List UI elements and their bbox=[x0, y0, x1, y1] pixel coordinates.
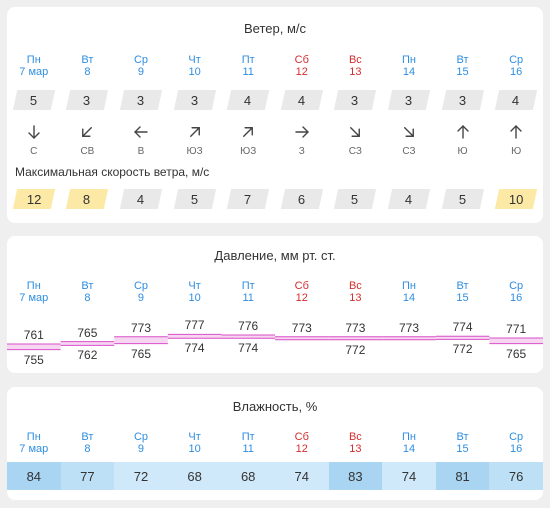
wind-speed-badge bbox=[441, 90, 483, 110]
wind-speed-cell bbox=[275, 90, 329, 110]
pressure-min-label: 774 bbox=[184, 341, 205, 356]
wind-speed-value: 3 bbox=[351, 92, 359, 108]
pressure-max-label: 776 bbox=[238, 319, 259, 333]
wind-speed-cell bbox=[382, 90, 436, 110]
day-name: Чт bbox=[188, 280, 201, 292]
max-speed-cell bbox=[329, 189, 383, 209]
wind-day-4 bbox=[221, 54, 275, 78]
day-date: 14 bbox=[402, 443, 416, 455]
pressure-min-label: 774 bbox=[238, 341, 259, 356]
wind-day-6 bbox=[329, 54, 383, 78]
arrow-down-left-icon bbox=[61, 123, 115, 141]
pressure-band bbox=[114, 337, 168, 344]
wind-speed-value: 5 bbox=[30, 92, 38, 108]
humidity-day-6 bbox=[329, 431, 383, 455]
day-date: 14 bbox=[402, 66, 416, 78]
humidity-title: Влажность, % bbox=[232, 399, 318, 414]
arrow-left-icon bbox=[114, 123, 168, 141]
pressure-day-1 bbox=[61, 280, 115, 304]
day-name: Вс bbox=[348, 431, 362, 443]
max-speed-cell bbox=[275, 189, 329, 209]
max-wind-subtitle: Максимальная скорость ветра, м/с bbox=[15, 165, 210, 179]
day-date: 10 bbox=[188, 66, 201, 78]
day-date: 14 bbox=[402, 292, 416, 304]
wind-day-9 bbox=[489, 54, 543, 78]
pressure-day-9 bbox=[489, 280, 543, 304]
max-speed-cell bbox=[114, 189, 168, 209]
wind-direction-label: Ю bbox=[457, 145, 468, 157]
day-date: 15 bbox=[456, 66, 469, 78]
max-speed-badge bbox=[13, 189, 55, 209]
wind-speed-badge bbox=[281, 90, 323, 110]
max-speed-badge bbox=[120, 189, 162, 209]
day-date: 11 bbox=[242, 292, 254, 304]
day-name: Пт bbox=[241, 280, 255, 292]
humidity-cell: 84 bbox=[7, 462, 61, 490]
day-date: 8 bbox=[84, 66, 91, 78]
arrow-up-right-icon bbox=[221, 123, 275, 141]
wind-direction-label: В bbox=[137, 145, 145, 157]
max-speed-value: 7 bbox=[244, 191, 252, 207]
wind-speed-cell bbox=[7, 90, 61, 110]
wind-speed-value: 3 bbox=[458, 92, 467, 108]
day-name: Сб bbox=[294, 280, 309, 292]
pressure-min-label: 762 bbox=[77, 348, 98, 363]
max-speed-badge bbox=[334, 189, 376, 209]
day-name: Вт bbox=[81, 280, 94, 292]
day-date: 15 bbox=[456, 443, 469, 455]
wind-day-2 bbox=[114, 54, 168, 78]
pressure-day-6 bbox=[329, 280, 383, 304]
wind-speed-cell bbox=[436, 90, 490, 110]
pressure-day-0 bbox=[7, 280, 61, 304]
wind-speed-value: 4 bbox=[512, 92, 520, 108]
max-speed-cell bbox=[489, 189, 543, 209]
pressure-band bbox=[61, 342, 115, 346]
day-name: Вт bbox=[81, 54, 94, 66]
humidity-cell: 76 bbox=[489, 462, 543, 490]
day-date: 9 bbox=[137, 292, 145, 304]
day-name: Пн bbox=[401, 54, 416, 66]
day-name: Чт bbox=[188, 431, 201, 443]
day-name: Пн bbox=[401, 280, 416, 292]
max-speed-badge bbox=[173, 189, 215, 209]
wind-speed-badge bbox=[173, 90, 215, 110]
day-date: 11 bbox=[242, 443, 254, 455]
wind-speed-cell bbox=[168, 90, 222, 110]
humidity-day-1 bbox=[61, 431, 115, 455]
humidity-cell: 68 bbox=[221, 462, 275, 490]
pressure-title: Давление, мм рт. ст. bbox=[214, 248, 336, 263]
max-speed-row bbox=[7, 189, 543, 209]
pressure-min-label: 755 bbox=[23, 352, 44, 367]
arrow-down-right-icon bbox=[382, 123, 436, 141]
pressure-max-label: 777 bbox=[184, 318, 205, 333]
day-name: Вс bbox=[348, 54, 362, 66]
day-name: Чт bbox=[188, 54, 201, 66]
day-date: 8 bbox=[84, 443, 91, 455]
wind-speed-cell bbox=[114, 90, 168, 110]
max-speed-cell bbox=[382, 189, 436, 209]
pressure-min-label: 772 bbox=[452, 342, 473, 357]
day-date: 7 мар bbox=[19, 66, 49, 78]
max-speed-value: 10 bbox=[508, 191, 524, 207]
day-name: Ср bbox=[133, 431, 149, 443]
pressure-band bbox=[168, 334, 222, 338]
humidity-cell: 81 bbox=[436, 462, 490, 490]
pressure-card bbox=[7, 236, 543, 373]
day-date: 7 мар bbox=[19, 443, 49, 455]
pressure-max-label: 773 bbox=[130, 320, 152, 335]
day-date: 16 bbox=[510, 443, 523, 455]
wind-day-1 bbox=[61, 54, 115, 78]
pressure-day-3 bbox=[168, 280, 222, 304]
wind-direction-label: СЗ bbox=[402, 145, 416, 157]
day-date: 13 bbox=[349, 66, 362, 78]
max-speed-value: 4 bbox=[405, 191, 413, 207]
day-name: Сб bbox=[294, 54, 309, 66]
humidity-row bbox=[7, 462, 543, 490]
day-name: Пт bbox=[241, 431, 255, 443]
day-name: Сб bbox=[294, 431, 309, 443]
max-speed-cell bbox=[168, 189, 222, 209]
pressure-max-label: 773 bbox=[345, 320, 366, 335]
arrow-up-icon bbox=[489, 123, 543, 141]
max-speed-value: 5 bbox=[458, 191, 467, 207]
day-date: 13 bbox=[349, 443, 362, 455]
max-speed-value: 6 bbox=[298, 191, 306, 207]
humidity-cell: 77 bbox=[61, 462, 115, 490]
max-speed-cell bbox=[436, 189, 490, 209]
humidity-cell: 72 bbox=[114, 462, 168, 490]
arrow-up-right-icon bbox=[168, 123, 222, 141]
wind-direction-label: СВ bbox=[80, 145, 95, 157]
humidity-card bbox=[7, 387, 543, 500]
day-date: 11 bbox=[242, 66, 254, 78]
wind-speed-badge bbox=[388, 90, 430, 110]
day-date: 16 bbox=[510, 292, 523, 304]
pressure-day-4 bbox=[221, 280, 275, 304]
day-name: Вт bbox=[456, 54, 469, 66]
wind-day-5 bbox=[275, 54, 329, 78]
day-name: Ср bbox=[133, 54, 149, 66]
max-speed-value: 12 bbox=[26, 191, 42, 207]
max-speed-value: 5 bbox=[351, 191, 359, 207]
pressure-max-label: 761 bbox=[23, 328, 44, 342]
humidity-cell: 74 bbox=[275, 462, 329, 490]
wind-direction-label: Ю bbox=[511, 145, 522, 157]
day-name: Вс bbox=[348, 280, 362, 292]
wind-speed-badge bbox=[66, 90, 108, 110]
day-name: Вт bbox=[81, 431, 94, 443]
humidity-day-5 bbox=[275, 431, 329, 455]
wind-title: Ветер, м/с bbox=[243, 21, 306, 36]
day-name: Ср bbox=[509, 280, 524, 292]
humidity-cell: 74 bbox=[382, 462, 436, 490]
wind-card bbox=[7, 7, 543, 223]
wind-speed-badge bbox=[120, 90, 162, 110]
humidity-day-7 bbox=[382, 431, 436, 455]
humidity-day-0 bbox=[7, 431, 61, 455]
wind-day-8 bbox=[436, 54, 490, 78]
humidity-day-9 bbox=[489, 431, 543, 455]
day-name: Ср bbox=[509, 431, 524, 443]
max-speed-badge bbox=[281, 189, 323, 209]
pressure-days bbox=[7, 280, 543, 304]
max-speed-value: 5 bbox=[190, 191, 199, 207]
wind-speed-cell bbox=[489, 90, 543, 110]
pressure-day-5 bbox=[275, 280, 329, 304]
pressure-min-label: 765 bbox=[506, 346, 527, 361]
day-date: 12 bbox=[295, 443, 308, 455]
max-speed-cell bbox=[7, 189, 61, 209]
wind-speed-value: 3 bbox=[83, 92, 91, 108]
max-speed-badge bbox=[227, 189, 269, 209]
day-date: 10 bbox=[188, 443, 201, 455]
humidity-day-2 bbox=[114, 431, 168, 455]
wind-day-7 bbox=[382, 54, 436, 78]
humidity-cell: 68 bbox=[168, 462, 222, 490]
pressure-max-label: 774 bbox=[452, 320, 473, 335]
wind-speed-value: 3 bbox=[190, 92, 199, 108]
wind-direction-label: ЮЗ bbox=[186, 145, 203, 157]
pressure-day-8 bbox=[436, 280, 490, 304]
wind-direction-label: ЮЗ bbox=[240, 145, 257, 157]
day-name: Ср bbox=[509, 54, 524, 66]
arrow-right-icon bbox=[275, 123, 329, 141]
wind-speed-badge bbox=[227, 90, 269, 110]
day-name: Вт bbox=[456, 280, 469, 292]
day-date: 9 bbox=[137, 443, 145, 455]
wind-speed-badge bbox=[13, 90, 55, 110]
max-speed-cell bbox=[221, 189, 275, 209]
max-speed-value: 4 bbox=[137, 191, 145, 207]
day-name: Вт bbox=[456, 431, 469, 443]
humidity-day-8 bbox=[436, 431, 490, 455]
day-date: 10 bbox=[188, 292, 201, 304]
wind-speed-value: 3 bbox=[405, 92, 413, 108]
day-name: Пн bbox=[26, 431, 41, 443]
day-date: 12 bbox=[295, 66, 308, 78]
humidity-cell: 83 bbox=[329, 462, 383, 490]
day-date: 8 bbox=[84, 292, 91, 304]
pressure-day-7 bbox=[382, 280, 436, 304]
wind-speed-cell bbox=[221, 90, 275, 110]
wind-speed-value: 4 bbox=[244, 92, 252, 108]
wind-direction-label: СЗ bbox=[348, 145, 362, 157]
max-speed-badge bbox=[388, 189, 430, 209]
wind-speed-cell bbox=[61, 90, 115, 110]
arrow-down-right-icon bbox=[329, 123, 383, 141]
humidity-day-3 bbox=[168, 431, 222, 455]
humidity-day-4 bbox=[221, 431, 275, 455]
day-date: 15 bbox=[456, 292, 469, 304]
humidity-days bbox=[7, 431, 543, 455]
day-name: Пн bbox=[401, 431, 416, 443]
day-date: 13 bbox=[349, 292, 362, 304]
wind-speed-row bbox=[7, 90, 543, 110]
pressure-max-label: 765 bbox=[77, 325, 98, 340]
pressure-chart bbox=[7, 306, 543, 373]
max-speed-value: 8 bbox=[83, 191, 91, 207]
max-speed-badge bbox=[441, 189, 483, 209]
pressure-band bbox=[489, 338, 543, 344]
pressure-band bbox=[7, 344, 61, 350]
day-name: Пн bbox=[26, 54, 41, 66]
pressure-max-label: 773 bbox=[291, 320, 312, 335]
wind-days bbox=[7, 54, 543, 78]
pressure-max-label: 773 bbox=[398, 320, 420, 335]
day-date: 7 мар bbox=[19, 292, 49, 304]
wind-speed-value: 4 bbox=[298, 92, 306, 108]
wind-day-0 bbox=[7, 54, 61, 78]
max-speed-badge bbox=[495, 189, 537, 209]
pressure-day-2 bbox=[114, 280, 168, 304]
max-speed-cell bbox=[61, 189, 115, 209]
day-date: 16 bbox=[510, 66, 523, 78]
arrow-up-icon bbox=[436, 123, 490, 141]
wind-day-3 bbox=[168, 54, 222, 78]
pressure-min-label: 772 bbox=[345, 342, 366, 357]
wind-arrow-row bbox=[7, 123, 543, 141]
wind-speed-badge bbox=[334, 90, 376, 110]
wind-speed-cell bbox=[329, 90, 383, 110]
day-date: 9 bbox=[137, 66, 145, 78]
wind-speed-value: 3 bbox=[137, 92, 145, 108]
day-name: Пн bbox=[26, 280, 41, 292]
wind-direction-label: З bbox=[298, 145, 305, 157]
wind-direction-label: С bbox=[30, 145, 38, 157]
pressure-max-label: 771 bbox=[506, 322, 527, 336]
wind-direction-row bbox=[7, 144, 543, 158]
day-name: Пт bbox=[241, 54, 255, 66]
arrow-down-icon bbox=[7, 123, 61, 141]
max-speed-badge bbox=[66, 189, 108, 209]
wind-speed-badge bbox=[495, 90, 537, 110]
pressure-min-label: 765 bbox=[130, 346, 152, 361]
day-date: 12 bbox=[295, 292, 308, 304]
day-name: Ср bbox=[133, 280, 149, 292]
